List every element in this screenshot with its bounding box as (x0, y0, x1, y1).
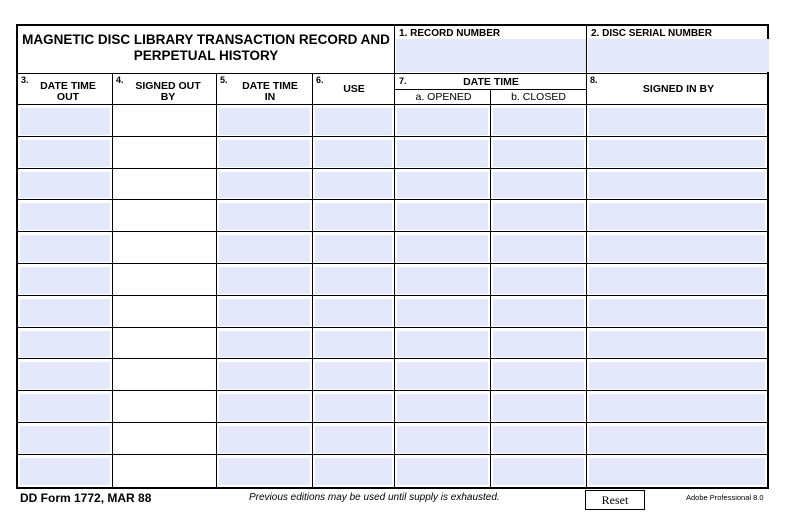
date-time-closed-field[interactable] (493, 458, 584, 485)
disc-serial-number-field[interactable] (588, 39, 769, 72)
use-field[interactable] (315, 362, 392, 389)
use-field[interactable] (315, 172, 392, 199)
col3-header-line-1: DATE TIME (40, 80, 96, 92)
col4-header-line-1: SIGNED OUT (135, 80, 201, 92)
date-time-opened-field[interactable] (397, 426, 488, 453)
reset-button[interactable]: Reset (585, 490, 645, 510)
divider (586, 73, 587, 487)
form-title (18, 32, 394, 64)
col8-header: SIGNED IN BY (642, 83, 715, 95)
date-time-opened-field[interactable] (397, 394, 488, 421)
record-number-field[interactable] (396, 39, 586, 72)
software-version: Adobe Professional 8.0 (686, 493, 764, 502)
date-time-out-field[interactable] (20, 299, 110, 326)
col6-header: USE (343, 83, 365, 95)
signed-in-by-field[interactable] (589, 394, 765, 421)
date-time-in-field[interactable] (219, 362, 310, 389)
col4-header-line-2: BY (160, 91, 176, 103)
col8-number: 8. (590, 75, 598, 85)
signed-out-by-field[interactable] (115, 426, 214, 453)
col4-number: 4. (116, 75, 124, 85)
date-time-out-field[interactable] (20, 108, 110, 135)
signed-in-by-field[interactable] (589, 426, 765, 453)
date-time-closed-field[interactable] (493, 108, 584, 135)
col5-header-line-1: DATE TIME (242, 80, 298, 92)
col5-header-line-2: IN (264, 91, 276, 103)
date-time-in-field[interactable] (219, 299, 310, 326)
date-time-closed-field[interactable] (493, 362, 584, 389)
col7a-header: a. OPENED (415, 91, 472, 103)
use-field[interactable] (315, 235, 392, 262)
date-time-closed-field[interactable] (493, 331, 584, 358)
signed-out-by-field[interactable] (115, 203, 214, 230)
date-time-out-field[interactable] (20, 362, 110, 389)
date-time-out-field[interactable] (20, 203, 110, 230)
date-time-in-field[interactable] (219, 458, 310, 485)
use-field[interactable] (315, 394, 392, 421)
signed-out-by-field[interactable] (115, 108, 214, 135)
divider (18, 422, 767, 423)
signed-in-by-field[interactable] (589, 458, 765, 485)
col7-number: 7. (399, 76, 407, 86)
divider (586, 26, 587, 73)
date-time-closed-field[interactable] (493, 426, 584, 453)
date-time-in-field[interactable] (219, 331, 310, 358)
signed-out-by-field[interactable] (115, 140, 214, 167)
date-time-out-field[interactable] (20, 172, 110, 199)
signed-out-by-field[interactable] (115, 172, 214, 199)
use-field[interactable] (315, 458, 392, 485)
date-time-opened-field[interactable] (397, 172, 488, 199)
date-time-out-field[interactable] (20, 235, 110, 262)
record-number-label: 1. RECORD NUMBER (399, 28, 501, 39)
divider (18, 295, 767, 296)
date-time-in-field[interactable] (219, 108, 310, 135)
col4-header (122, 81, 214, 103)
date-time-in-field[interactable] (219, 267, 310, 294)
date-time-closed-field[interactable] (493, 172, 584, 199)
date-time-closed-field[interactable] (493, 299, 584, 326)
use-field[interactable] (315, 267, 392, 294)
date-time-opened-field[interactable] (397, 458, 488, 485)
col7-header: DATE TIME (463, 76, 519, 88)
divider (18, 263, 767, 264)
date-time-out-field[interactable] (20, 140, 110, 167)
signed-in-by-field[interactable] (589, 235, 765, 262)
date-time-in-field[interactable] (219, 140, 310, 167)
signed-in-by-field[interactable] (589, 331, 765, 358)
use-field[interactable] (315, 331, 392, 358)
divider (18, 168, 767, 169)
divider (490, 105, 491, 487)
signed-in-by-field[interactable] (589, 267, 765, 294)
editions-notice: Previous editions may be used until supply is exhausted. (249, 492, 500, 503)
divider (216, 73, 217, 487)
form-title-line-1: MAGNETIC DISC LIBRARY TRANSACTION RECORD AND (22, 32, 390, 47)
use-field[interactable] (315, 203, 392, 230)
date-time-closed-field[interactable] (493, 235, 584, 262)
signed-in-by-field[interactable] (589, 140, 765, 167)
date-time-opened-field[interactable] (397, 362, 488, 389)
divider (112, 73, 113, 487)
date-time-in-field[interactable] (219, 235, 310, 262)
use-field[interactable] (315, 426, 392, 453)
form-title-line-2: PERPETUAL HISTORY (133, 48, 279, 63)
date-time-out-field[interactable] (20, 426, 110, 453)
col5-number: 5. (220, 75, 228, 85)
date-time-in-field[interactable] (219, 394, 310, 421)
date-time-closed-field[interactable] (493, 267, 584, 294)
date-time-opened-field[interactable] (397, 235, 488, 262)
form-identifier: DD Form 1772, MAR 88 (20, 491, 152, 505)
divider (18, 136, 767, 137)
date-time-opened-field[interactable] (397, 108, 488, 135)
col5-header (226, 81, 314, 103)
divider (18, 454, 767, 455)
signed-in-by-field[interactable] (589, 172, 765, 199)
date-time-closed-field[interactable] (493, 140, 584, 167)
use-field[interactable] (315, 140, 392, 167)
date-time-closed-field[interactable] (493, 203, 584, 230)
divider (394, 26, 395, 73)
date-time-in-field[interactable] (219, 426, 310, 453)
divider (18, 358, 767, 359)
use-field[interactable] (315, 299, 392, 326)
date-time-in-field[interactable] (219, 203, 310, 230)
divider (18, 73, 767, 74)
date-time-out-field[interactable] (20, 458, 110, 485)
divider (18, 199, 767, 200)
signed-out-by-field[interactable] (115, 394, 214, 421)
divider (18, 231, 767, 232)
signed-out-by-field[interactable] (115, 267, 214, 294)
col7b-header: b. CLOSED (511, 91, 566, 103)
col3-header-line-2: OUT (56, 91, 80, 103)
date-time-out-field[interactable] (20, 331, 110, 358)
date-time-opened-field[interactable] (397, 203, 488, 230)
disc-serial-number-label: 2. DISC SERIAL NUMBER (591, 28, 712, 39)
date-time-opened-field[interactable] (397, 299, 488, 326)
date-time-out-field[interactable] (20, 394, 110, 421)
divider (394, 73, 395, 487)
signed-out-by-field[interactable] (115, 458, 214, 485)
transaction-record-form (16, 24, 769, 489)
divider (312, 73, 313, 487)
divider (18, 327, 767, 328)
date-time-opened-field[interactable] (397, 331, 488, 358)
divider (18, 390, 767, 391)
signed-out-by-field[interactable] (115, 362, 214, 389)
signed-in-by-field[interactable] (589, 108, 765, 135)
signed-out-by-field[interactable] (115, 299, 214, 326)
col3-number: 3. (21, 75, 29, 85)
use-field[interactable] (315, 108, 392, 135)
date-time-opened-field[interactable] (397, 267, 488, 294)
signed-in-by-field[interactable] (589, 299, 765, 326)
divider (490, 89, 491, 105)
signed-in-by-field[interactable] (589, 203, 765, 230)
date-time-closed-field[interactable] (493, 394, 584, 421)
signed-out-by-field[interactable] (115, 331, 214, 358)
col3-header (26, 81, 110, 103)
date-time-out-field[interactable] (20, 267, 110, 294)
date-time-opened-field[interactable] (397, 140, 488, 167)
date-time-in-field[interactable] (219, 172, 310, 199)
signed-out-by-field[interactable] (115, 235, 214, 262)
divider (18, 104, 767, 105)
signed-in-by-field[interactable] (589, 362, 765, 389)
col6-number: 6. (316, 75, 324, 85)
